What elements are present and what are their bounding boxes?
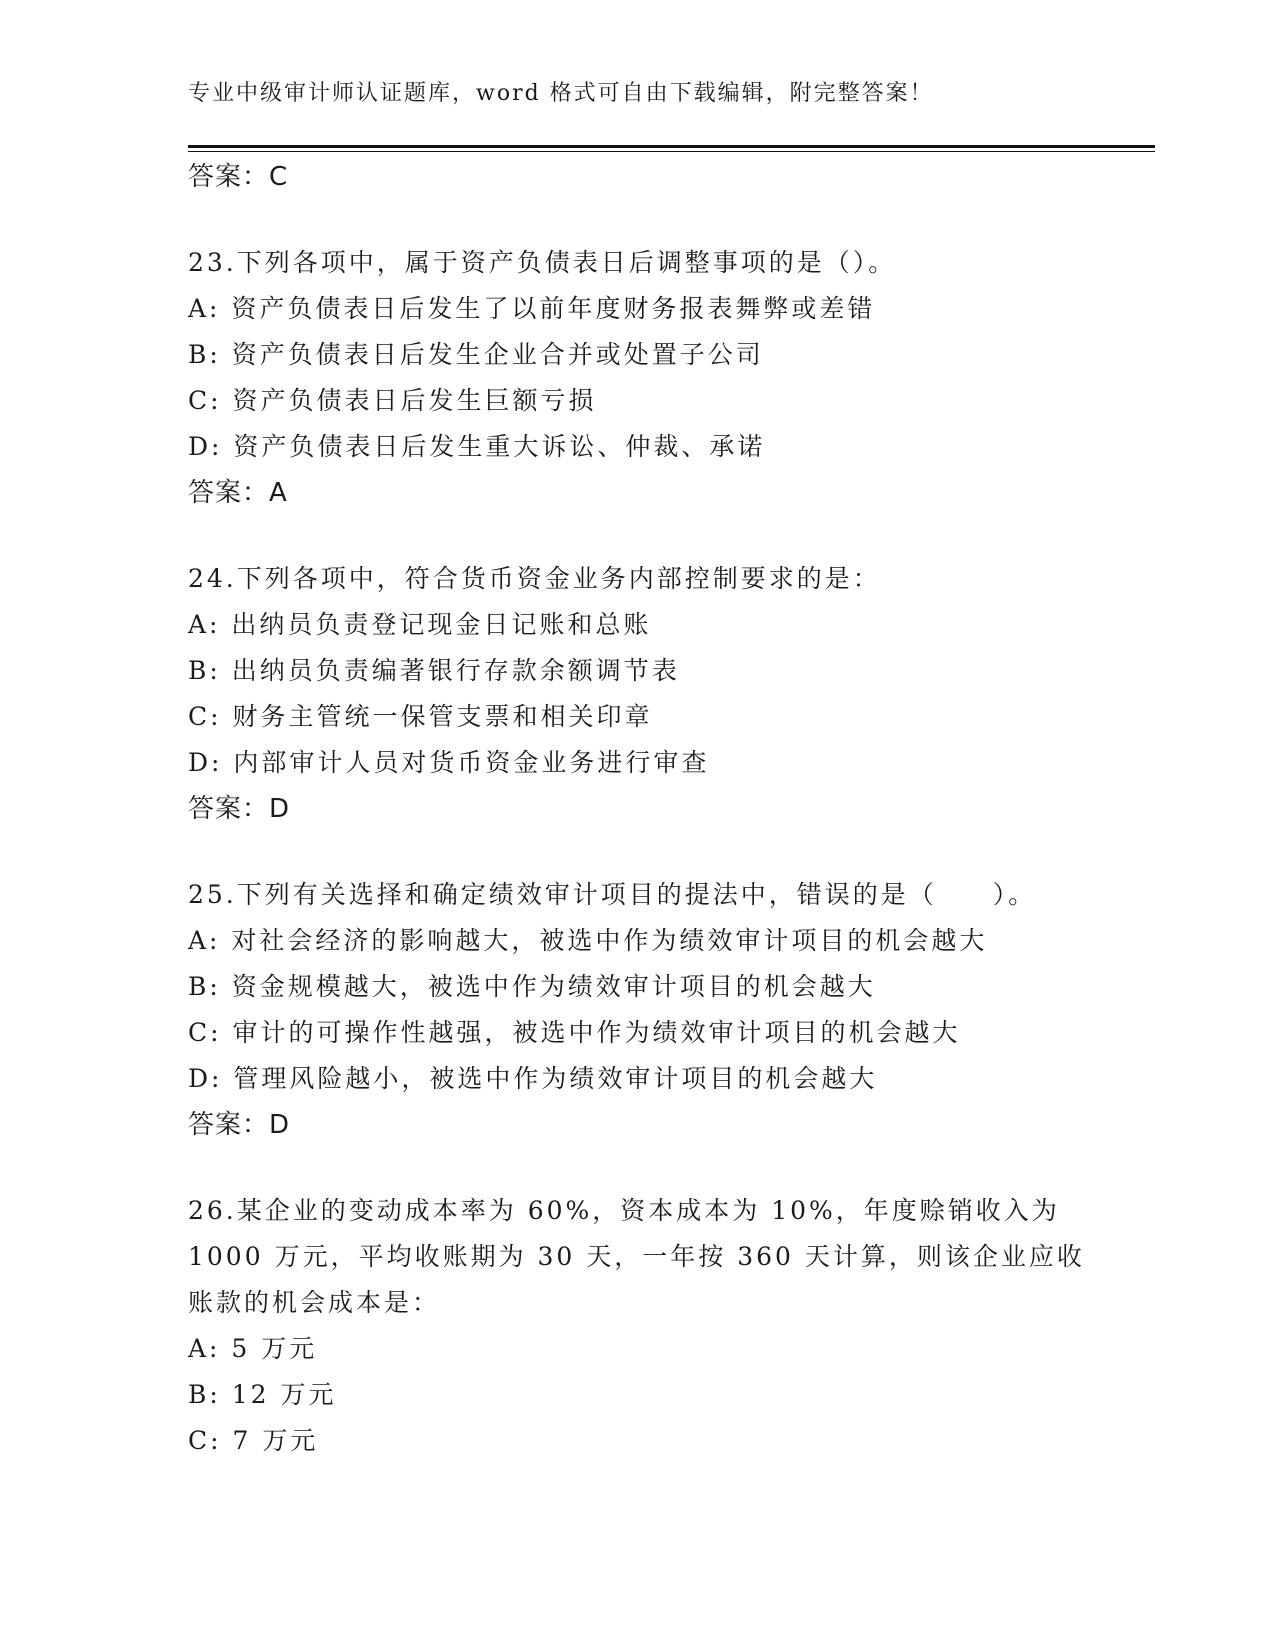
question-24 [188, 556, 1088, 832]
answer: 答案：D [188, 794, 291, 824]
option-d: D: 管理风险越小，被选中作为绩效审计项目的机会越大 [188, 1064, 878, 1093]
page-header: 专业中级审计师认证题库，word 格式可自由下载编辑，附完整答案！ [188, 81, 934, 106]
option-b: B: 出纳员负责编著银行存款余额调节表 [188, 656, 680, 685]
question-stem: 26.某企业的变动成本率为 60%，资本成本为 10%，年度赊销收入为 1000 万元，平均收账期为 30 天，一年按 360 天计算，则该企业应收账款的机会成本是： [188, 1196, 1085, 1317]
option-c: C: 资产负债表日后发生巨额亏损 [188, 386, 597, 415]
option-a: A: 对社会经济的影响越大，被选中作为绩效审计项目的机会越大 [188, 926, 988, 955]
option-b: B: 12 万元 [188, 1380, 337, 1409]
option-d: D: 资产负债表日后发生重大诉讼、仲裁、承诺 [188, 432, 766, 461]
question-stem: 24.下列各项中，符合货币资金业务内部控制要求的是： [188, 564, 881, 593]
option-c: C: 审计的可操作性越强，被选中作为绩效审计项目的机会越大 [188, 1018, 961, 1047]
option-d: D: 内部审计人员对货币资金业务进行审查 [188, 748, 710, 777]
option-b: B: 资产负债表日后发生企业合并或处置子公司 [188, 340, 764, 369]
question-stem: 23.下列各项中，属于资产负债表日后调整事项的是（）。 [188, 248, 897, 277]
previous-answer: 答案：C [188, 162, 289, 192]
answer: 答案：A [188, 478, 288, 508]
question-stem: 25.下列有关选择和确定绩效审计项目的提法中，错误的是（ ）。 [188, 880, 1037, 909]
option-c: C: 财务主管统一保管支票和相关印章 [188, 702, 653, 731]
answer: 答案：D [188, 1110, 291, 1140]
option-a: A: 5 万元 [188, 1334, 318, 1363]
option-a: A: 出纳员负责登记现金日记账和总账 [188, 610, 652, 639]
question-23 [188, 240, 1088, 516]
question-25 [188, 872, 1088, 1148]
option-a: A: 资产负债表日后发生了以前年度财务报表舞弊或差错 [188, 294, 876, 323]
question-content [188, 154, 1088, 1464]
header-divider-thin [188, 151, 1155, 152]
option-b: B: 资金规模越大，被选中作为绩效审计项目的机会越大 [188, 972, 876, 1001]
question-26 [188, 1188, 1088, 1464]
header-divider-thick [188, 145, 1155, 148]
option-c: C: 7 万元 [188, 1426, 319, 1455]
